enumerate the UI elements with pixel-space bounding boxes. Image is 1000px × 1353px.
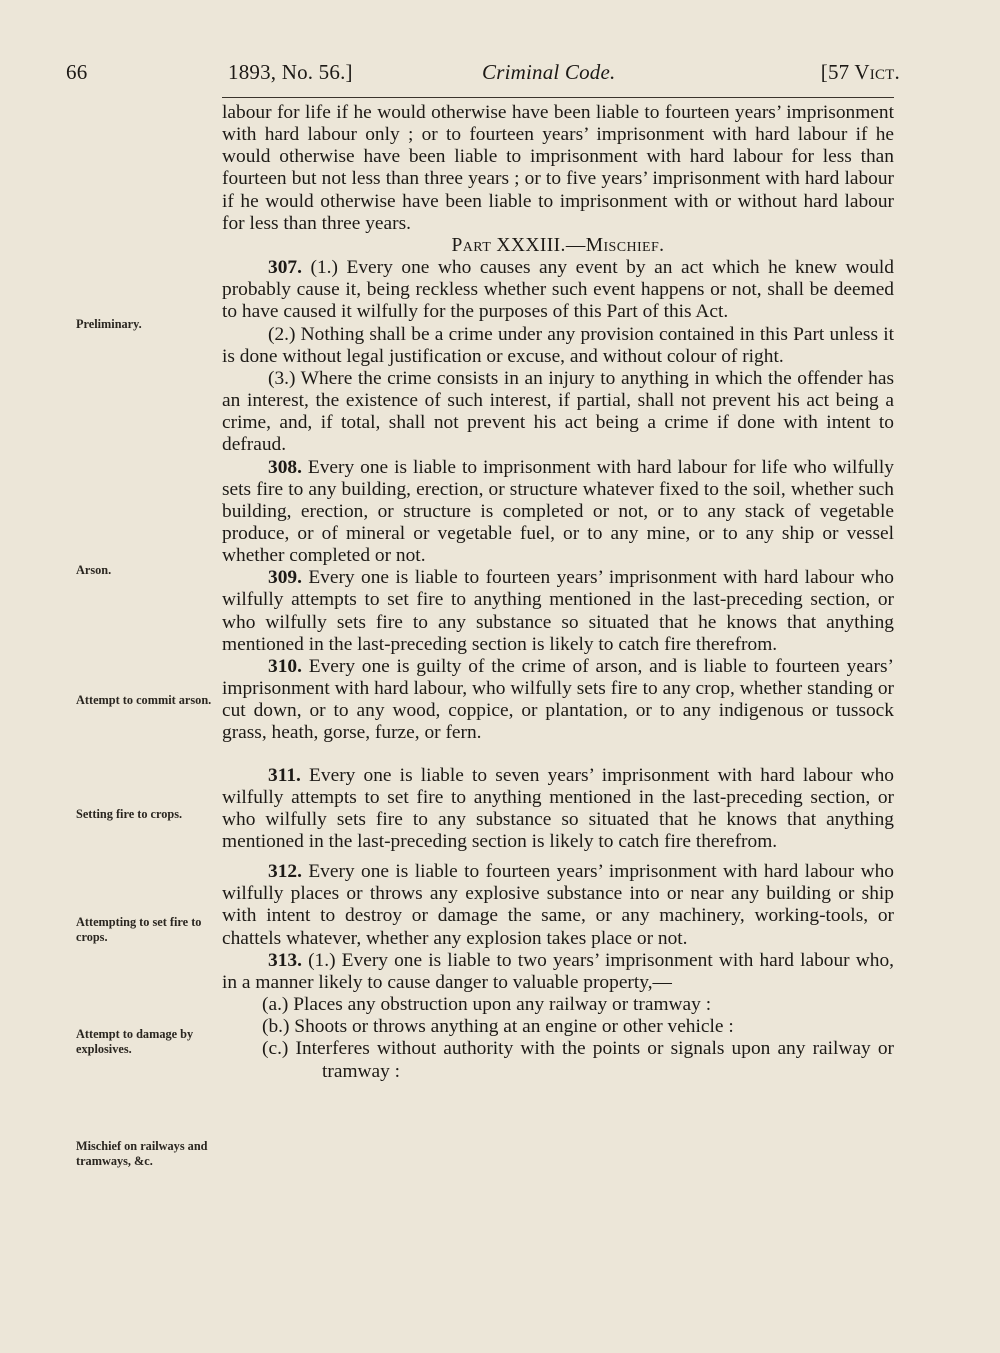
margin-note-explosives: Attempt to damage by explosives. xyxy=(76,1027,194,1056)
section-307-subsection-2: (2.) Nothing shall be a crime under any provision contained in this Part unless it is done without legal justification or excuse, and without colour of right. xyxy=(222,323,894,367)
section-309 xyxy=(222,567,894,656)
section-312 xyxy=(222,861,894,950)
list-item-c: (c.) Interferes without authority with the points or signals upon any railway or tramway : xyxy=(262,1038,894,1082)
section-313 xyxy=(222,950,894,994)
section-number: 310. xyxy=(268,655,302,677)
section-text: (1.) Every one who causes any event by an act which he knew would probably cause it, being reckless whether such event happens or not, shall be deemed to have caused it wilfully for the purposes of this Part of this Act. xyxy=(222,257,894,323)
margin-note-attempt-arson: Attempt to commit arson. xyxy=(76,693,212,707)
section-307-subsection-3: (3.) Where the crime consists in an injury to anything in which the offender has an interest, the existence of such interest, if partial, shall not prevent his act being a crime, and, if total, shall not prevent his act being a crime if done with intent to defraud. xyxy=(222,367,894,456)
section-number: 313. xyxy=(268,949,302,971)
margin-note-setting-fire-crops: Setting fire to crops. xyxy=(76,807,183,821)
margin-note-arson: Arson. xyxy=(76,563,112,577)
section-number: 311. xyxy=(268,764,301,786)
section-text: (1.) Every one is liable to two years’ imprisonment with hard labour who, in a manner likely to cause danger to valuable property,— xyxy=(222,949,894,993)
section-307-subsection-1 xyxy=(222,257,894,323)
margin-note-railways: Mischief on railways and tramways, &c. xyxy=(76,1139,208,1168)
section-number: 308. xyxy=(268,456,302,478)
body-text xyxy=(222,102,894,1083)
part-heading: Part XXXIII.—Mischief. xyxy=(451,234,665,256)
act-reference: 1893, No. 56.] xyxy=(228,60,353,84)
section-text: Every one is liable to seven years’ imprisonment with hard labour who wilfully attempts to set fire to anything mentioned in the last-preceding section, or who wilfully sets fire to any substance so situated that he knows that anything mentioned in the last-preceding section is likely to catch fire therefrom. xyxy=(222,764,894,852)
section-310 xyxy=(222,656,894,745)
section-text: Every one is liable to fourteen years’ imprisonment with hard labour who wilfully attempts to set fire to anything mentioned in the last-preceding section, or who wilfully sets fire to any substance so situated that he knows that anything mentioned in the last-preceding section is likely to catch fire therefrom. xyxy=(222,567,894,655)
section-text: Every one is liable to imprisonment with hard labour for life who wilfully sets fire to any building, erection, or structure whatever fixed to the soil, whether such building, erection, or structure is completed or not, or to any stack of vegetable produce, or of mineral or vegetable fuel, or to any mine, or to any ship or vessel whether completed or not. xyxy=(222,456,894,567)
regnal-year: [57 Vict. xyxy=(820,60,900,84)
header-rule xyxy=(222,97,894,98)
section-308 xyxy=(222,457,894,568)
list-item-b: (b.) Shoots or throws anything at an engine or other vehicle : xyxy=(262,1016,734,1038)
section-number: 312. xyxy=(268,861,302,883)
list-item-a: (a.) Places any obstruction upon any railway or tramway : xyxy=(262,994,712,1016)
section-number: 309. xyxy=(268,567,302,589)
margin-note-preliminary: Preliminary. xyxy=(76,317,142,331)
margin-note-attempting-fire-crops: Attempting to set fire to crops. xyxy=(76,915,202,944)
section-number: 307. xyxy=(268,257,302,279)
section-text: Every one is guilty of the crime of arson, and is liable to fourteen years’ imprisonment with hard labour, who wilfully sets fire to any crop, whether standing or cut down, or to any wood, coppice, or plantation, or to any indigenous or tussock grass, heath, gorse, furze, or fern. xyxy=(222,655,894,744)
continued-paragraph: labour for life if he would otherwise have been liable to fourteen years’ imprisonment with hard labour only ; or to fourteen years’ imprisonment with hard labour if he would otherwise have been liable to imprisonment with hard labour for less than fourteen but not less than three years ; or to five years’ imprisonment with hard labour if he would otherwise have been liable to imprisonment with or without hard labour for less than three years. xyxy=(222,102,894,234)
page-number: 66 xyxy=(66,60,88,84)
running-title: Criminal Code. xyxy=(482,60,616,84)
running-header xyxy=(0,60,1000,90)
section-text: Every one is liable to fourteen years’ imprisonment with hard labour who wilfully places or throws any explosive substance into or near any building or ship with intent to destroy or damage the same, or any machinery, working-tools, or chattels whatever, whether any explosion takes place or not. xyxy=(222,861,894,949)
section-311 xyxy=(222,765,894,854)
